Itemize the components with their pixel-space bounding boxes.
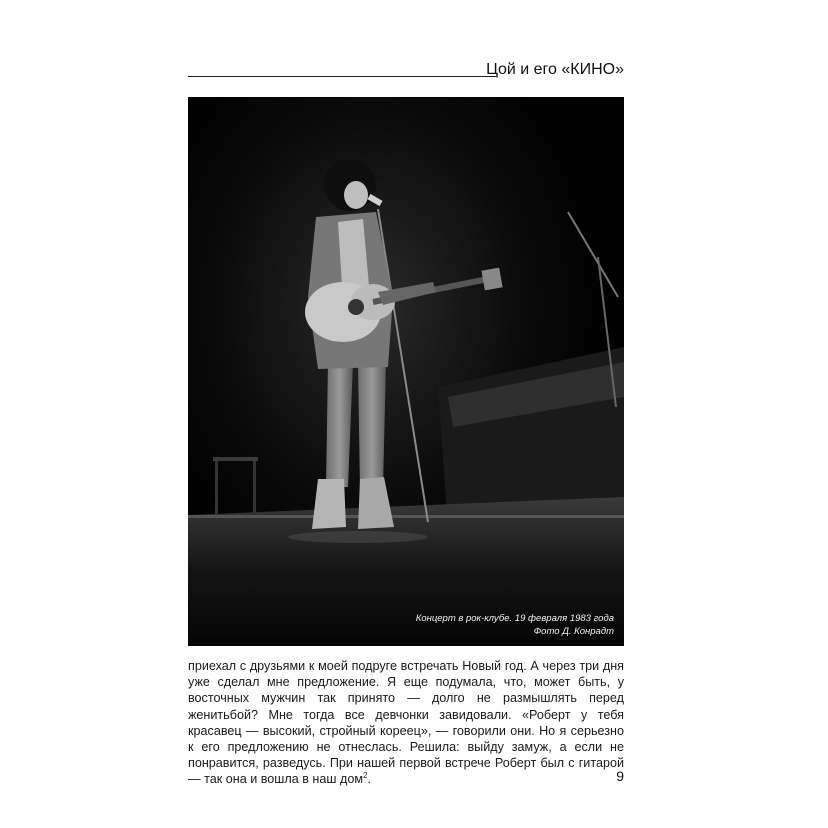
caption-line-1: Концерт в рок-клубе. 19 февраля 1983 года: [415, 613, 614, 624]
paragraph-text: приехал с друзьями к моей подруге встречать Новый год. А через три дня уже сделал мне предложение. Я еще подумала, что, может быть, у восточных мужчин так принято — долго не размышлять перед женитьбой? Мне тогда все девчонки завидовали. «Роберт у тебя красавец — высокий, стройный кореец», — говорили они. Но я серьезно к его предложению не отнеслась. Решила: выйду замуж, а если не понравится, разведусь. При нашей первой встрече Роберт был с гитарой — так она и вошла в наш дом: [188, 659, 624, 787]
body-paragraph: [188, 658, 624, 788]
header-title: Цой и его «КИНО»: [486, 61, 624, 78]
paragraph-end: .: [367, 772, 371, 787]
photo-caption: [416, 612, 614, 638]
footnote-mark[interactable]: 2: [363, 771, 368, 781]
concert-photo: [188, 97, 624, 646]
header-rule: [188, 76, 496, 77]
caption-line-2: Фото Д. Конрадт: [533, 626, 614, 637]
running-header: [188, 58, 624, 80]
page-number: 9: [616, 768, 624, 784]
concert-photo-illustration: [188, 97, 624, 646]
